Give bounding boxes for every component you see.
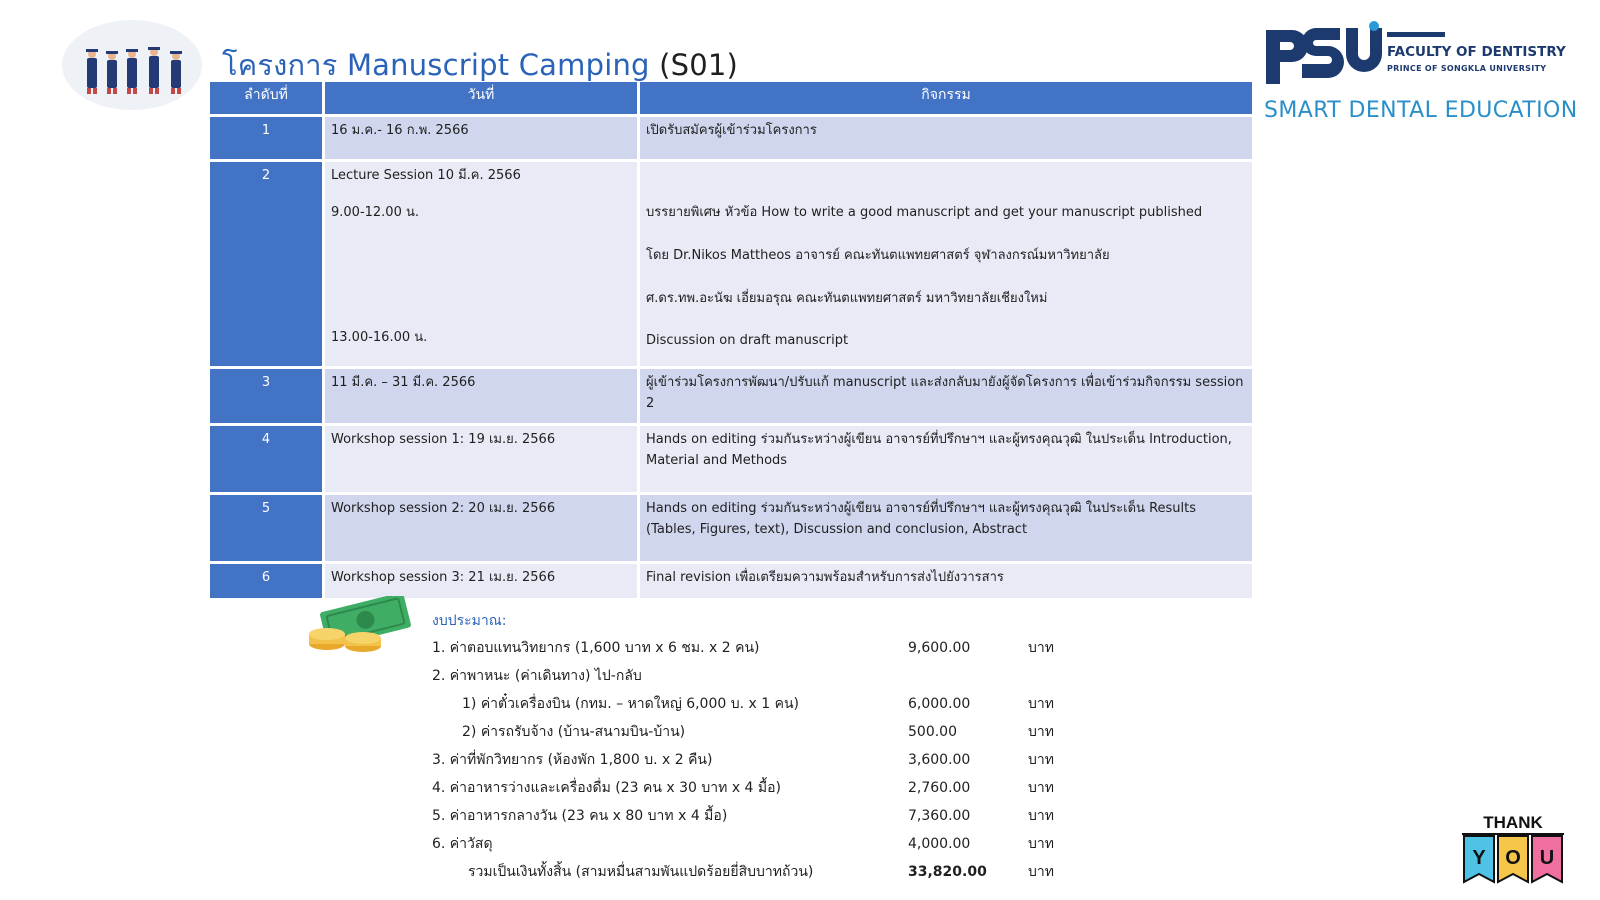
row-date: Workshop session 2: 20 เม.ย. 2566	[325, 495, 637, 561]
budget-item: 1. ค่าตอบแทนวิทยากร (1,600 บาท x 6 ชม. x 2 คน) 9,600.00 บาท	[432, 640, 1054, 656]
row-date: Lecture Session 10 มี.ค. 2566 9.00-12.00 น. 13.00-16.00 น.	[325, 162, 637, 366]
schedule-table	[210, 82, 1252, 601]
row-activity: บรรยายพิเศษ หัวข้อ How to write a good manuscript and get your manuscript published โดย Dr.Nikos Mattheos อาจารย์ คณะทันตแพทยศาสตร์ จุฬาลงกรณ์มหาวิทยาลัย ศ.ดร.ทพ.อะนัฆ เอี่ยมอรุณ คณะทันตแพทยศาสตร์ มหาวิทยาลัยเชียงใหม่ Discussion on draft manuscript	[640, 162, 1252, 366]
logo-bar	[1387, 32, 1445, 37]
row-number: 4	[210, 426, 322, 492]
row-date: Workshop session 3: 21 เม.ย. 2566	[325, 564, 637, 598]
university-name: PRINCE OF SONGKLA UNIVERSITY	[1387, 64, 1547, 73]
budget-item: 5. ค่าอาหารกลางวัน (23 คน x 80 บาท x 4 มื้อ) 7,360.00 บาท	[432, 808, 1054, 824]
psu-mark	[1262, 20, 1382, 90]
row-number: 5	[210, 495, 322, 561]
table-row	[210, 162, 1252, 366]
row-activity: Hands on editing ร่วมกันระหว่างผู้เขียน อาจารย์ที่ปรึกษาฯ และผู้ทรงคุณวุฒิ ในประเด็น Introduction, Material and Methods	[640, 426, 1252, 492]
psu-logo	[1262, 20, 1578, 130]
budget-heading: งบประมาณ:	[432, 613, 507, 629]
thank-you-badge	[1458, 812, 1568, 887]
title-text: โครงการ Manuscript Camping	[222, 48, 650, 82]
row-activity: Hands on editing ร่วมกันระหว่างผู้เขียน อาจารย์ที่ปรึกษาฯ และผู้ทรงคุณวุฒิ ในประเด็น Results (Tables, Figures, text), Discussion and conclusion, Abstract	[640, 495, 1252, 561]
budget-item: 2. ค่าพาหนะ (ค่าเดินทาง) ไป-กลับ	[432, 668, 642, 684]
row-number: 1	[210, 117, 322, 159]
table-header	[210, 82, 1252, 114]
budget-total: รวมเป็นเงินทั้งสิ้น (สามหมื่นสามพันแปดร้อยยี่สิบบาทถ้วน) 33,820.00 บาท	[468, 864, 1054, 880]
budget-item: 6. ค่าวัสดุ 4,000.00 บาท	[432, 836, 1054, 852]
budget-item: 4. ค่าอาหารว่างและเครื่องดื่ม (23 คน x 30 บาท x 4 มื้อ) 2,760.00 บาท	[432, 780, 1054, 796]
row-date: 11 มี.ค. – 31 มี.ค. 2566	[325, 369, 637, 423]
thank-letter-u: U	[1539, 847, 1555, 869]
faculty-name: FACULTY OF DENTISTRY	[1387, 44, 1566, 60]
row-date: Workshop session 1: 19 เม.ย. 2566	[325, 426, 637, 492]
table-row	[210, 564, 1252, 598]
col-header-activity: กิจกรรม	[640, 82, 1252, 114]
row-activity: ผู้เข้าร่วมโครงการพัฒนา/ปรับแก้ manuscript และส่งกลับมายังผู้จัดโครงการ เพื่อเข้าร่วมกิจกรรม session 2	[640, 369, 1252, 423]
table-row	[210, 426, 1252, 492]
budget-item: 1) ค่าตั๋วเครื่องบิน (กทม. – หาดใหญ่ 6,000 บ. x 1 คน) 6,000.00 บาท	[462, 696, 1054, 712]
table-row	[210, 117, 1252, 159]
table-row	[210, 495, 1252, 561]
col-header-no: ลำดับที่	[210, 82, 322, 114]
row-activity: เปิดรับสมัครผู้เข้าร่วมโครงการ	[640, 117, 1252, 159]
budget-section	[432, 610, 1072, 886]
title-code: (S01)	[659, 48, 739, 82]
row-number: 2	[210, 162, 322, 366]
budget-item: 3. ค่าที่พักวิทยากร (ห้องพัก 1,800 บ. x 2 คืน) 3,600.00 บาท	[432, 752, 1054, 768]
tagline: SMART DENTAL EDUCATION	[1264, 98, 1578, 123]
row-number: 6	[210, 564, 322, 598]
row-date: 16 ม.ค.- 16 ก.พ. 2566	[325, 117, 637, 159]
money-icon	[305, 596, 417, 654]
thank-letter-o: O	[1505, 847, 1521, 869]
row-activity: Final revision เพื่อเตรียมความพร้อมสำหรับการส่งไปยังวารสาร	[640, 564, 1252, 598]
thank-text: THANK	[1483, 813, 1543, 832]
thank-letter-y: Y	[1472, 847, 1486, 869]
col-header-date: วันที่	[325, 82, 637, 114]
table-row	[210, 369, 1252, 423]
graduates-illustration	[78, 42, 194, 98]
row-number: 3	[210, 369, 322, 423]
budget-item: 2) ค่ารถรับจ้าง (บ้าน-สนามบิน-บ้าน) 500.00 บาท	[462, 724, 1054, 740]
